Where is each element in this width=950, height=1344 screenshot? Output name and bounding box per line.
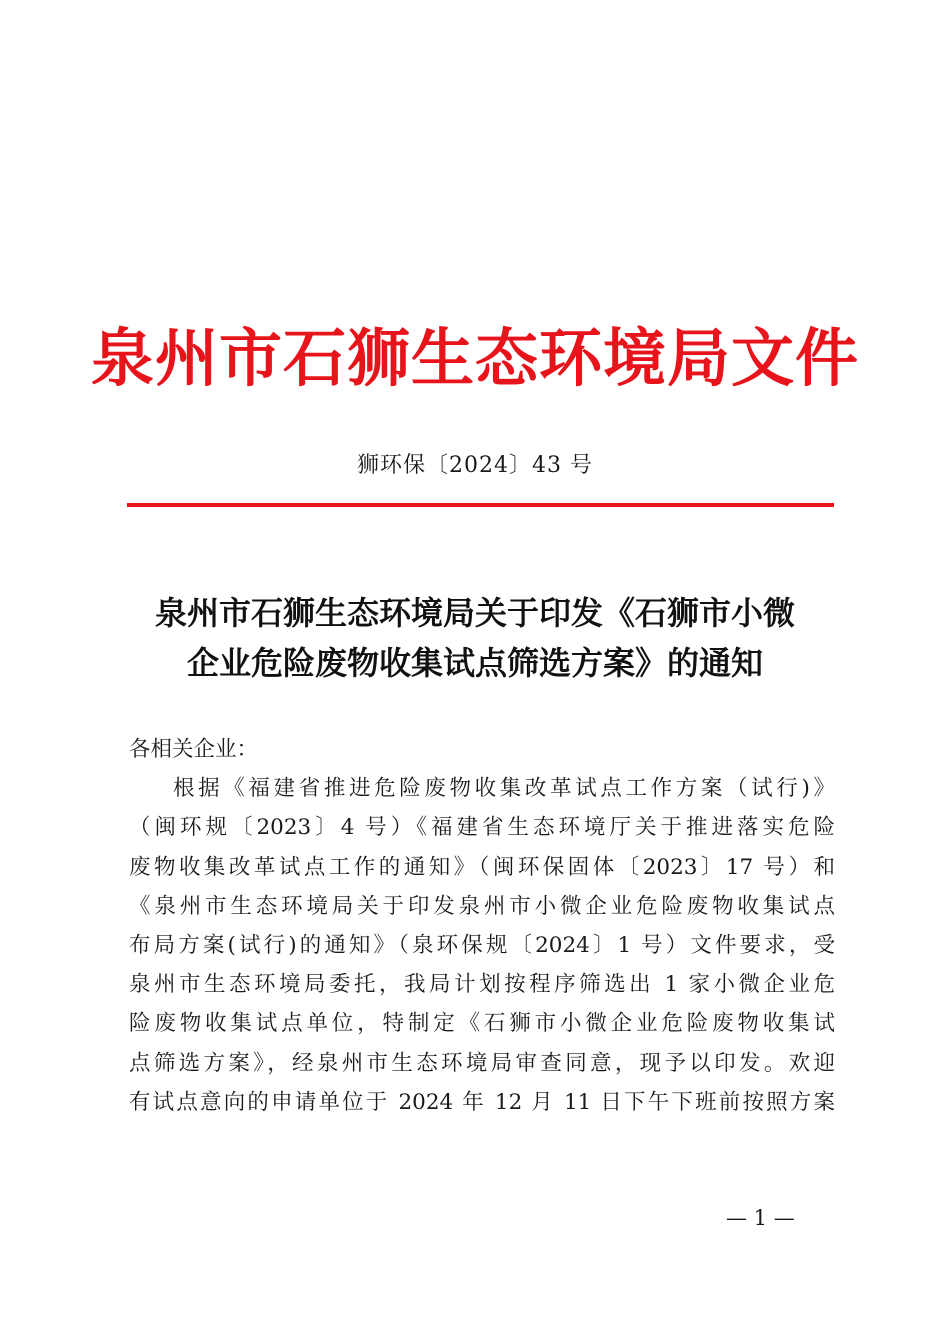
body-text [129,730,835,1122]
body-line: 有试点意向的申请单位于 2024 年 12 月 11 日下午下班前按照方案 [129,1089,835,1115]
body-line: 废物收集改革试点工作的通知》（闽环保固体〔2023〕17 号）和 [129,854,835,880]
document-number: 狮环保〔2024〕43 号 [357,453,593,478]
body-line: 泉州市生态环境局委托，我局计划按程序筛选出 1 家小微企业危 [129,972,835,998]
body-line: 点筛选方案》，经泉州市生态环境局审查同意，现予以印发。欢迎 [129,1050,835,1076]
document-header-title: 泉州市石狮生态环境局文件 [91,321,859,395]
notice-title [110,588,840,688]
body-line: 险废物收集试点单位，特制定《石狮市小微企业危险废物收集试 [129,1011,835,1037]
body-line: 布局方案(试行)的通知》（泉环保规〔2024〕1 号）文件要求，受 [129,932,835,958]
page-number: — 1 — [726,1206,795,1230]
notice-title-line: 泉州市石狮生态环境局关于印发《石狮市小微 [154,594,795,632]
red-divider-line [127,503,834,507]
body-line: 根据《福建省推进危险废物收集改革试点工作方案（试行)》 [173,776,835,802]
notice-title-line: 企业危险废物收集试点筛选方案》的通知 [186,644,763,682]
salutation: 各相关企业： [129,737,259,762]
body-line: 《泉州市生态环境局关于印发泉州市小微企业危险废物收集试点 [129,893,835,919]
body-line: （闽环规〔2023〕4 号）《福建省生态环境厅关于推进落实危险 [129,815,835,841]
